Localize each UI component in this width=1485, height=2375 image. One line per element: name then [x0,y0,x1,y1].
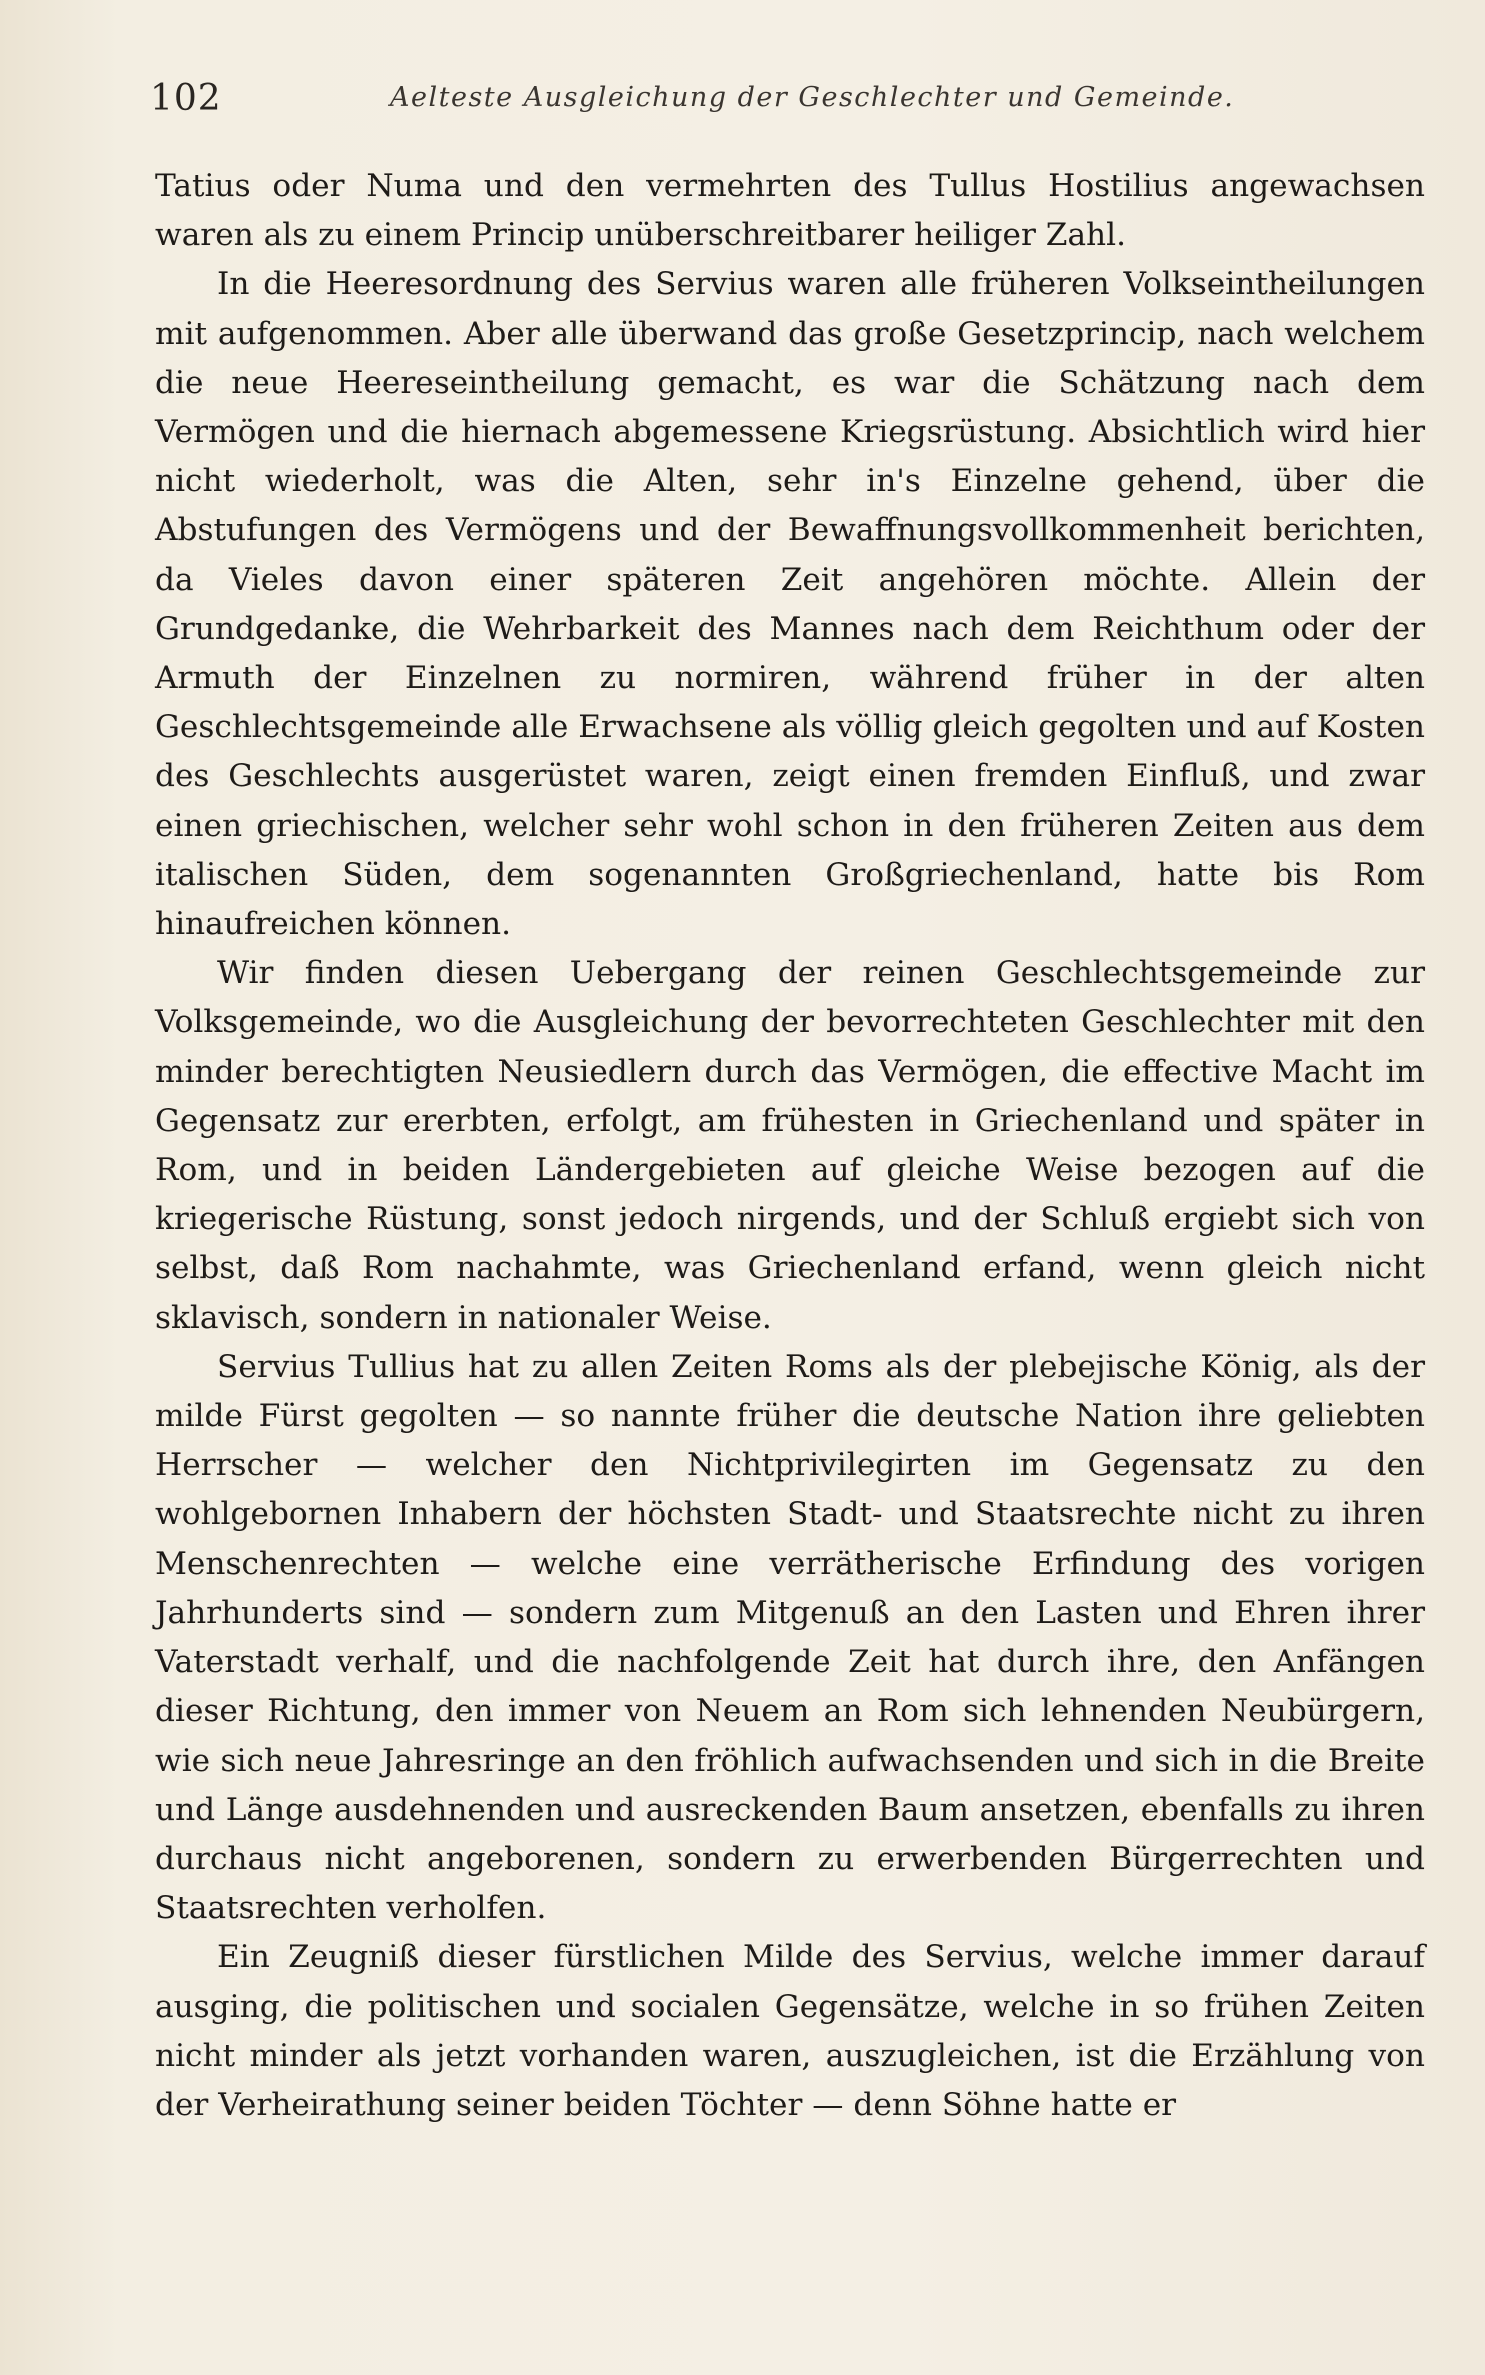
paragraph-servius-tullius: Servius Tullius hat zu allen Zeiten Roms als der plebejische König, als der milde Fürst gegolten — so nannte früher die deutsche Nation ihre geliebten Herrscher — welcher den Nichtprivilegirten im Gegensatz zu den wohlgebornen Inhabern der höchsten Stadt- und Staatsrechte nicht zu ihren Menschenrechten — welche eine verrätherische Erfindung des vorigen Jahrhunderts sind — sondern zum Mitgenuß an den Lasten und Ehren ihrer Vaterstadt verhalf, und die nachfolgende Zeit hat durch ihre, den Anfängen dieser Richtung, den immer von Neuem an Rom sich lehnenden Neubürgern, wie sich neue Jahresringe an den fröhlich aufwachsenden und sich in die Breite und Länge ausdehnenden und ausreckenden Baum ansetzen, ebenfalls zu ihren durchaus nicht angeborenen, sondern zu erwerbenden Bürgerrechten und Staatsrechten verholfen. [155,1348,1425,1927]
page-number: 102 [150,78,222,119]
body-text [155,162,1425,2130]
paragraph-zeugniss: Ein Zeugniß dieser fürstlichen Milde des Servius, welche immer darauf ausging, die politischen und socialen Gegensätze, welche in so frühen Zeiten nicht minder als jetzt vorhanden waren, auszugleichen, ist die Erzählung von der Verheirathung seiner beiden Töchter — denn Söhne hatte er [155,1939,1425,2123]
paragraph-heeresordnung: In die Heeresordnung des Servius waren alle früheren Volkseintheilungen mit aufgenommen. Aber alle überwand das große Gesetzprincip, nach welchem die neue Heereseintheilung gemacht, es war die Schätzung nach dem Vermögen und die hiernach abgemessene Kriegsrüstung. Absichtlich wird hier nicht wiederholt, was die Alten, sehr in's Einzelne gehend, über die Abstufungen des Vermögens und der Bewaffnungsvollkommenheit berichten, da Vieles davon einer späteren Zeit angehören möchte. Allein der Grundgedanke, die Wehrbarkeit des Mannes nach dem Reichthum oder der Armuth der Einzelnen zu normiren, während früher in der alten Geschlechtsgemeinde alle Erwachsene als völlig gleich gegolten und auf Kosten des Geschlechts ausgerüstet waren, zeigt einen fremden Einfluß, und zwar einen griechischen, welcher sehr wohl schon in den früheren Zeiten aus dem italischen Süden, dem sogenannten Großgriechenland, hatte bis Rom hinaufreichen können. [155,266,1425,943]
paragraph-uebergang: Wir finden diesen Uebergang der reinen Geschlechtsgemeinde zur Volksgemeinde, wo die Ausgleichung der bevorrechteten Geschlechter mit den minder berechtigten Neusiedlern durch das Vermögen, die effective Macht im Gegensatz zur ererbten, erfolgt, am frühesten in Griechenland und später in Rom, und in beiden Ländergebieten auf gleiche Weise bezogen auf die kriegerische Rüstung, sonst jedoch nirgends, und der Schluß ergiebt sich von selbst, daß Rom nachahmte, was Griechenland erfand, wenn gleich nicht sklavisch, sondern in nationaler Weise. [155,955,1425,1336]
running-title: Aelteste Ausgleichung der Geschlechter und Gemeinde. [390,82,1235,113]
page-header [150,78,1340,138]
paragraph-continuation: Tatius oder Numa und den vermehrten des Tullus Hostilius angewachsen waren als zu einem Princip unüberschreitbarer heiliger Zahl. [155,168,1425,254]
